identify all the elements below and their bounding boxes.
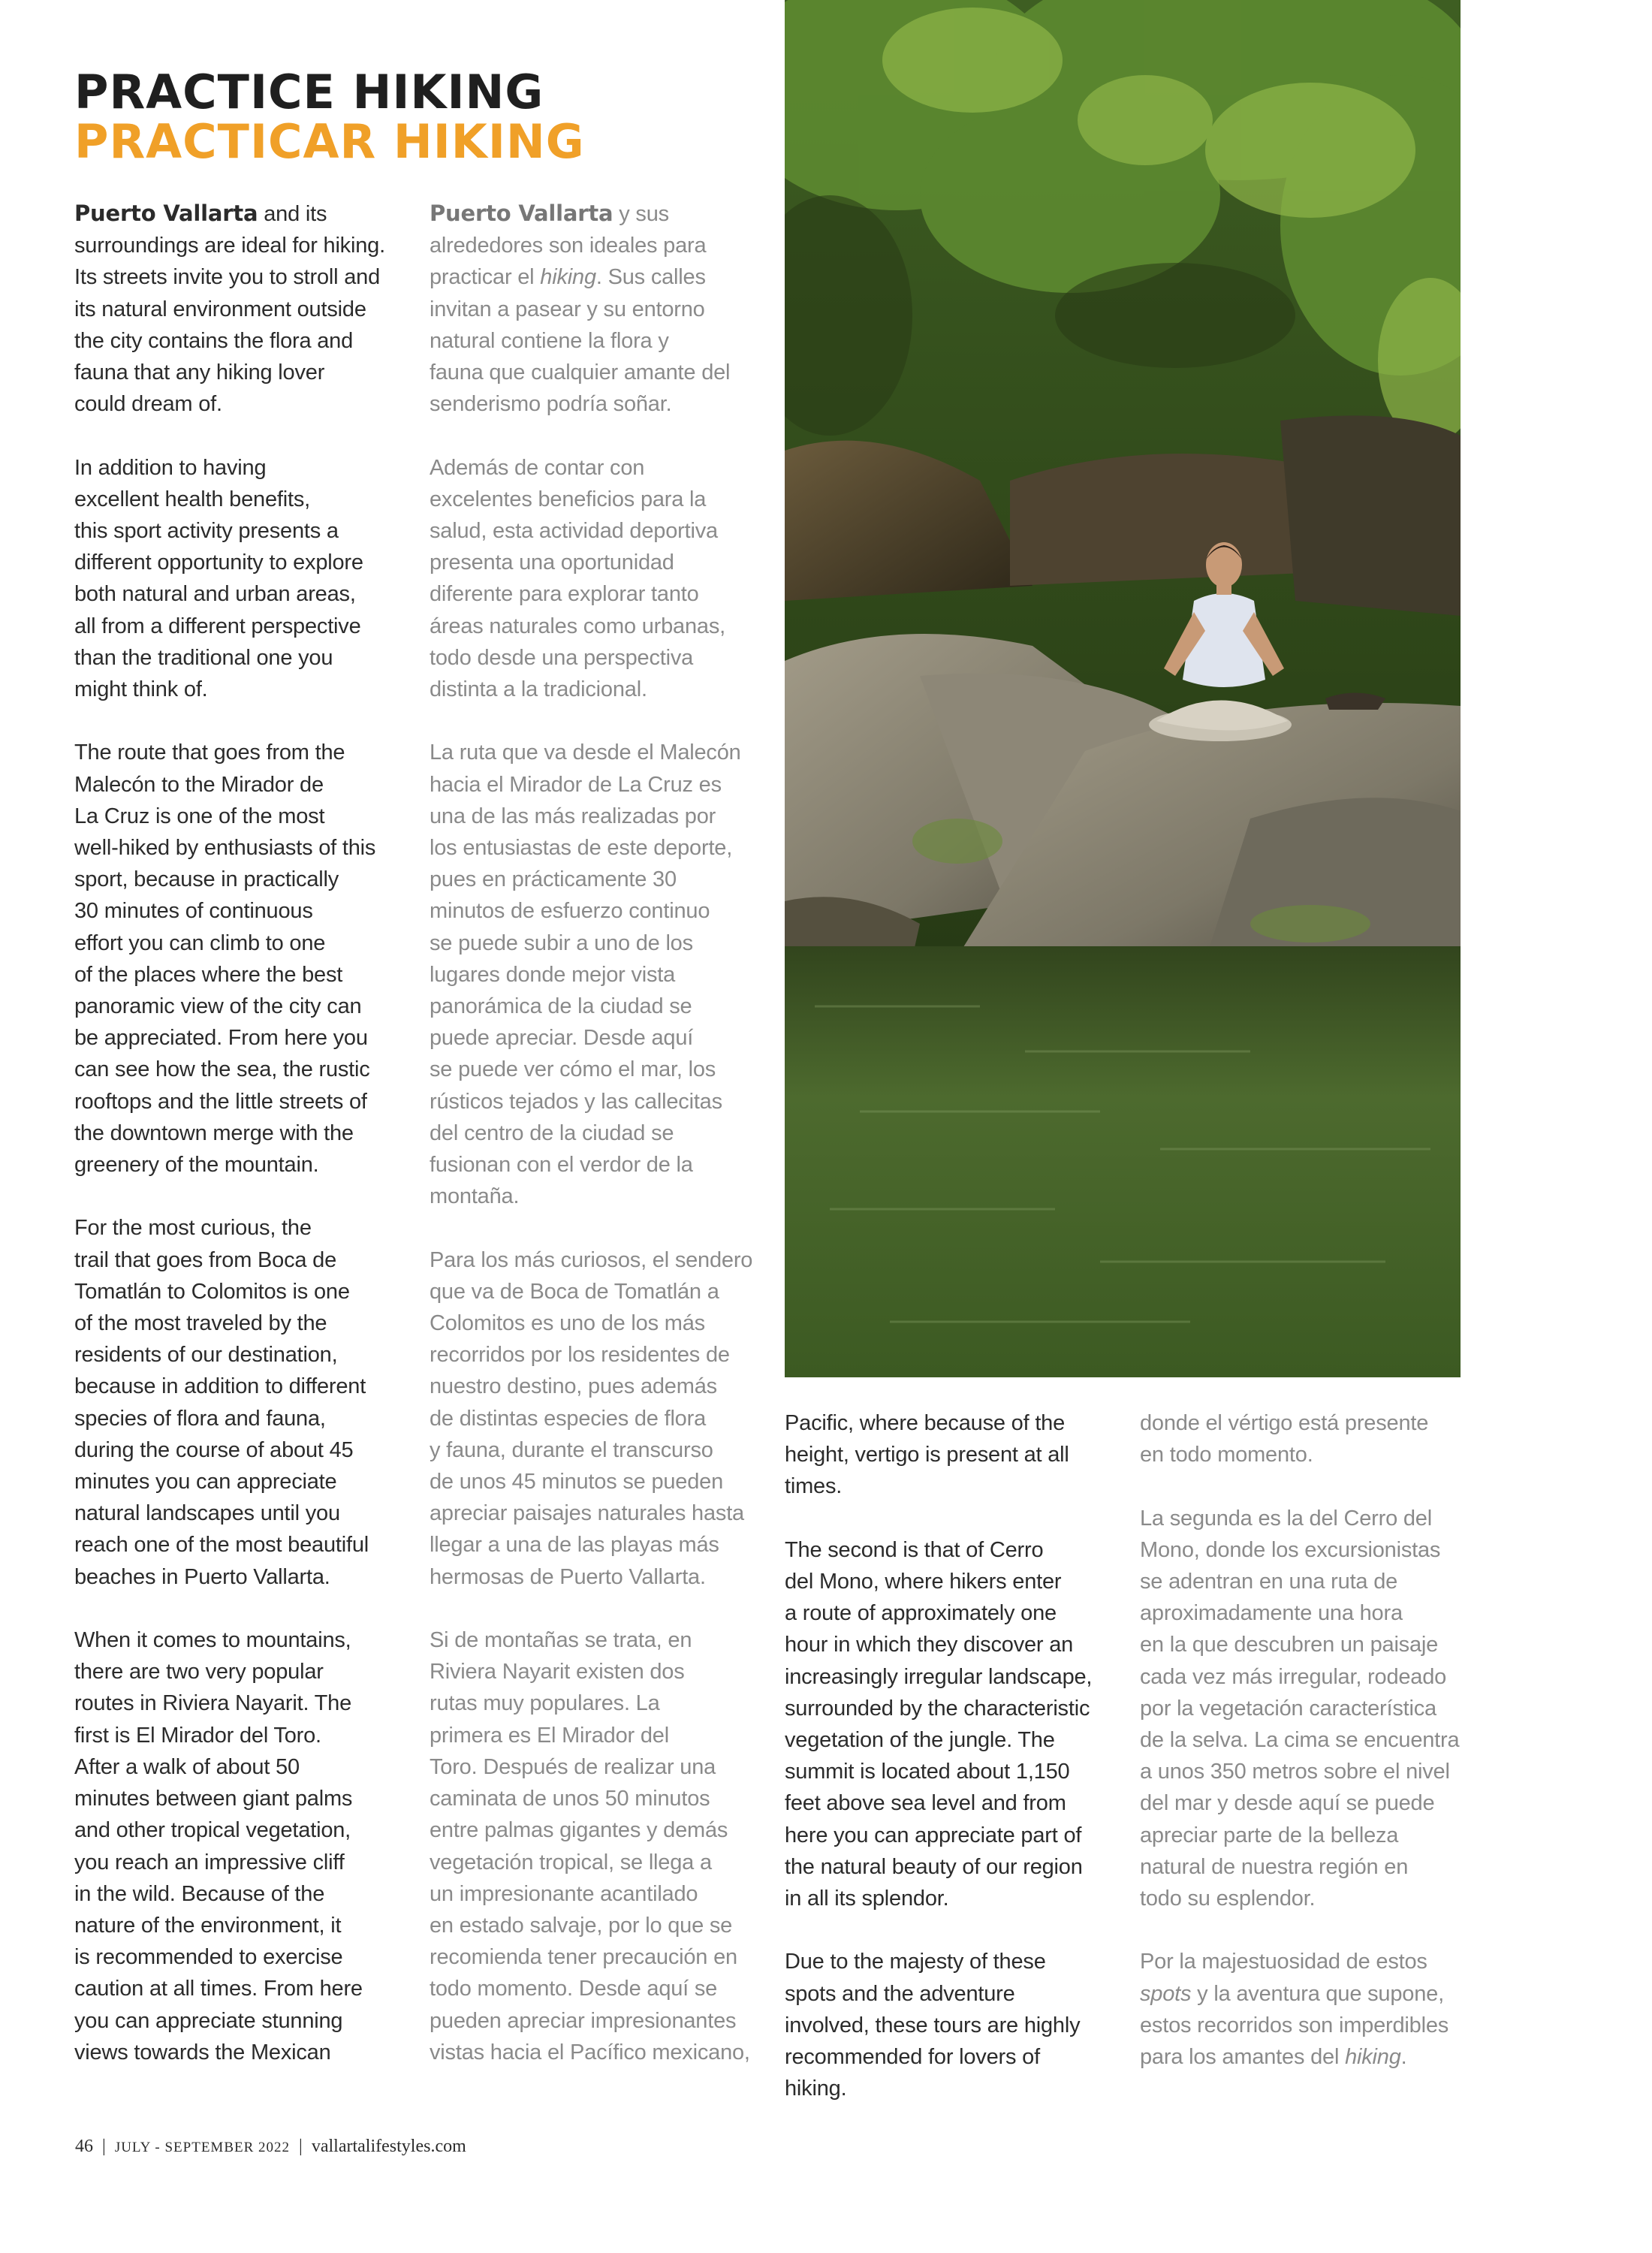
line: que va de Boca de Tomatlán a <box>430 1279 719 1304</box>
line: Pacific, where because of the <box>785 1411 1066 1435</box>
line: well-hiked by enthusiasts of this <box>74 836 376 861</box>
line: the city contains the flora and <box>74 328 354 353</box>
line: La segunda es la del Cerro del <box>1140 1506 1432 1531</box>
line: apreciar parte de la belleza <box>1140 1823 1399 1847</box>
line: se puede subir a uno de los <box>430 930 693 955</box>
line: 30 minutes of continuous <box>74 899 313 924</box>
line: Riviera Nayarit existen dos <box>430 1660 685 1684</box>
line: Puerto Vallarta y sus <box>430 201 669 226</box>
line: during the course of about 45 <box>74 1437 354 1462</box>
line: recomienda tener precaución en <box>430 1945 737 1970</box>
line: its natural environment outside <box>74 297 366 321</box>
line: La ruta que va desde el Malecón <box>430 740 741 765</box>
line: than the traditional one you <box>74 645 333 670</box>
line: When it comes to mountains, <box>74 1628 351 1653</box>
paragraph-malecon-route <box>430 737 760 1212</box>
line: For the most curious, the <box>74 1216 312 1241</box>
line: rústicos tejados y las callecitas <box>430 1089 722 1114</box>
line: una de las más realizadas por <box>430 804 716 828</box>
line: estos recorridos son imperdibles <box>1140 2013 1449 2037</box>
line: could dream of. <box>74 392 222 417</box>
line: spots y la aventura que supone, <box>1140 1981 1444 2006</box>
line: you reach an impressive cliff <box>74 1850 345 1874</box>
line: might think of. <box>74 677 208 702</box>
line: llegar a una de las playas más <box>430 1533 719 1558</box>
line: lugares donde mejor vista <box>430 962 676 987</box>
line: first is El Mirador del Toro. <box>74 1723 321 1748</box>
line: surrounded by the characteristic <box>785 1696 1090 1721</box>
line: summit is located about 1,150 <box>785 1760 1070 1784</box>
line: fauna that any hiking lover <box>74 360 325 385</box>
line: vegetación tropical, se llega a <box>430 1850 712 1874</box>
line: hiking. <box>785 2077 847 2101</box>
line: nuestro destino, pues además <box>430 1374 717 1399</box>
paragraph-mountains <box>74 1624 405 2068</box>
line: montaña. <box>430 1184 520 1209</box>
paragraph-cliff-continued <box>1140 1407 1470 1470</box>
line: there are two very popular <box>74 1660 324 1684</box>
line: The second is that of Cerro <box>785 1537 1044 1562</box>
line: excellent health benefits, <box>74 487 311 511</box>
paragraph-cerro-del-mono <box>785 1534 1115 1914</box>
paragraph-benefits <box>430 452 760 706</box>
line: The route that goes from the <box>74 740 345 765</box>
line: rooftops and the little streets of <box>74 1089 367 1114</box>
line: views towards the Mexican <box>74 2040 331 2064</box>
separator: | <box>299 2137 303 2156</box>
line: a unos 350 metros sobre el nivel <box>1140 1760 1450 1784</box>
paragraph-colomitos-trail <box>430 1244 760 1593</box>
line: del mar y desde aquí se puede <box>1140 1791 1435 1816</box>
line: un impresionante acantilado <box>430 1881 698 1906</box>
paragraph-cliff-continued <box>785 1407 1115 1503</box>
line: reach one of the most beautiful <box>74 1533 369 1558</box>
line: all from a different perspective <box>74 614 361 638</box>
line: caminata de unos 50 minutos <box>430 1787 710 1811</box>
line: para los amantes del hiking. <box>1140 2045 1407 2070</box>
paragraph-mountains <box>430 1624 760 2068</box>
paragraph-colomitos-trail <box>74 1212 405 1592</box>
line: height, vertigo is present at all <box>785 1443 1069 1467</box>
line: can see how the sea, the rustic <box>74 1057 370 1082</box>
line: caution at all times. From here <box>74 1977 363 2001</box>
website: vallartalifestyles.com <box>311 2137 466 2156</box>
line: here you can appreciate part of <box>785 1823 1082 1847</box>
line: primera es El Mirador del <box>430 1723 669 1748</box>
paragraph-conclusion <box>1140 1946 1470 2073</box>
line: of the most traveled by the <box>74 1311 327 1336</box>
line: involved, these tours are highly <box>785 2013 1081 2037</box>
bold-location: Puerto Vallarta <box>430 201 613 226</box>
line: the natural beauty of our region <box>785 1854 1083 1879</box>
line: rutas muy populares. La <box>430 1691 660 1716</box>
paragraph-malecon-route <box>74 737 405 1181</box>
line: minutos de esfuerzo continuo <box>430 899 710 924</box>
line: Por la majestuosidad de estos <box>1140 1950 1427 1974</box>
line: vistas hacia el Pacífico mexicano, <box>430 2040 750 2064</box>
line: and other tropical vegetation, <box>74 1818 351 1843</box>
line: puede apreciar. Desde aquí <box>430 1026 694 1051</box>
line: y fauna, durante el transcurso <box>430 1437 713 1462</box>
line: invitan a pasear y su entorno <box>430 297 705 321</box>
line: excelentes beneficios para la <box>430 487 707 511</box>
line: áreas naturales como urbanas, <box>430 614 725 638</box>
line: pues en prácticamente 30 <box>430 867 677 892</box>
separator: | <box>102 2137 106 2156</box>
line: in the wild. Because of the <box>74 1881 325 1906</box>
line: different opportunity to explore <box>74 550 363 575</box>
line: Its streets invite you to stroll and <box>74 265 381 290</box>
line: hour in which they discover an <box>785 1633 1074 1657</box>
issue-date: JULY - SEPTEMBER 2022 <box>114 2140 291 2155</box>
spanish-column-1 <box>430 198 760 2068</box>
line: recorridos por los residentes de <box>430 1343 730 1368</box>
line: panoramic view of the city can <box>74 994 362 1019</box>
line: practicar el hiking. Sus calles <box>430 265 706 290</box>
line: Además de contar con <box>430 455 645 480</box>
line: Toro. Después de realizar una <box>430 1754 716 1779</box>
line: donde el vértigo está presente <box>1140 1411 1429 1435</box>
line: del Mono, where hikers enter <box>785 1570 1062 1594</box>
line: routes in Riviera Nayarit. The <box>74 1691 352 1716</box>
line: de unos 45 minutos se pueden <box>430 1470 724 1494</box>
line: diferente para explorar tanto <box>430 582 699 607</box>
line: recommended for lovers of <box>785 2045 1040 2070</box>
line: this sport activity presents a <box>74 519 339 544</box>
line: apreciar paisajes naturales hasta <box>430 1501 744 1526</box>
line: is recommended to exercise <box>74 1945 343 1970</box>
line: panorámica de la ciudad se <box>430 994 692 1019</box>
line: aproximadamente una hora <box>1140 1601 1403 1626</box>
line: fauna que cualquier amante del <box>430 360 731 385</box>
line: increasingly irregular landscape, <box>785 1664 1093 1689</box>
line: a route of approximately one <box>785 1601 1057 1626</box>
spanish-column-2 <box>1140 1407 1470 2073</box>
line: you can appreciate stunning <box>74 2008 343 2033</box>
line: Si de montañas se trata, en <box>430 1628 692 1653</box>
line: todo desde una perspectiva <box>430 645 694 670</box>
line: Para los más curiosos, el sendero <box>430 1247 753 1272</box>
line: minutes between giant palms <box>74 1787 353 1811</box>
line: de la selva. La cima se encuentra <box>1140 1728 1460 1753</box>
line: of the places where the best <box>74 962 343 987</box>
line: salud, esta actividad deportiva <box>430 519 718 544</box>
line: vegetation of the jungle. The <box>785 1728 1055 1753</box>
line: greenery of the mountain. <box>74 1153 319 1178</box>
title-english: PRACTICE HIKING <box>74 65 544 119</box>
line: minutes you can appreciate <box>74 1470 337 1494</box>
line: Due to the majesty of these <box>785 1950 1046 1974</box>
line: the downtown merge with the <box>74 1120 354 1145</box>
italic-term: hiking <box>540 265 596 290</box>
line: distinta a la tradicional. <box>430 677 647 702</box>
line: se adentran en una ruta de <box>1140 1570 1398 1594</box>
line: en la que descubren un paisaje <box>1140 1633 1439 1657</box>
english-column-1 <box>74 198 405 2068</box>
title-spanish: PRACTICAR HIKING <box>74 114 585 169</box>
line: times. <box>785 1474 843 1499</box>
line: In addition to having <box>74 455 267 480</box>
line: alrededores son ideales para <box>430 234 707 258</box>
line: beaches in Puerto Vallarta. <box>74 1564 330 1589</box>
hiker-meditating-photo <box>785 0 1461 1377</box>
line: because in addition to different <box>74 1374 366 1399</box>
line: cada vez más irregular, rodeado <box>1140 1664 1447 1689</box>
line: hacia el Mirador de La Cruz es <box>430 772 722 797</box>
line: species of flora and fauna, <box>74 1406 326 1431</box>
line: todo momento. Desde aquí se <box>430 1977 718 2001</box>
line: trail that goes from Boca de <box>74 1247 337 1272</box>
line: senderismo podría soñar. <box>430 392 672 417</box>
line: de distintas especies de flora <box>430 1406 706 1431</box>
line: entre palmas gigantes y demás <box>430 1818 728 1843</box>
paragraph-benefits <box>74 452 405 706</box>
line: se puede ver cómo el mar, los <box>430 1057 716 1082</box>
line: por la vegetación característica <box>1140 1696 1436 1721</box>
line: natural contiene la flora y <box>430 328 669 353</box>
line: be appreciated. From here you <box>74 1026 368 1051</box>
paragraph-intro <box>74 198 405 420</box>
line: todo su esplendor. <box>1140 1887 1316 1911</box>
line: residents of our destination, <box>74 1343 338 1368</box>
paragraph-cerro-del-mono <box>1140 1503 1470 1915</box>
line: nature of the environment, it <box>74 1913 342 1938</box>
line: natural landscapes until you <box>74 1501 340 1526</box>
page-footer <box>75 2137 466 2157</box>
line: Colomitos es uno de los más <box>430 1311 705 1336</box>
line: sport, because in practically <box>74 867 339 892</box>
line: del centro de la ciudad se <box>430 1120 674 1145</box>
english-column-2 <box>785 1407 1115 2104</box>
bold-location: Puerto Vallarta <box>74 201 258 226</box>
line: hermosas de Puerto Vallarta. <box>430 1564 706 1589</box>
italic-term: hiking <box>1345 2045 1401 2070</box>
line: in all its splendor. <box>785 1887 949 1911</box>
line: fusionan con el verdor de la <box>430 1153 693 1178</box>
line: pueden apreciar impresionantes <box>430 2008 737 2033</box>
line: After a walk of about 50 <box>74 1754 300 1779</box>
line: en estado salvaje, por lo que se <box>430 1913 733 1938</box>
line: en todo momento. <box>1140 1443 1313 1467</box>
paragraph-intro <box>430 198 760 420</box>
paragraph-conclusion <box>785 1946 1115 2104</box>
line: presenta una oportunidad <box>430 550 674 575</box>
line: Mono, donde los excursionistas <box>1140 1537 1441 1562</box>
line: Tomatlán to Colomitos is one <box>74 1279 350 1304</box>
photo-illustration <box>785 0 1461 1377</box>
line: effort you can climb to one <box>74 930 326 955</box>
line: Malecón to the Mirador de <box>74 772 324 797</box>
line: natural de nuestra región en <box>1140 1854 1409 1879</box>
page-number: 46 <box>75 2137 93 2156</box>
line: los entusiastas de este deporte, <box>430 836 733 861</box>
line: spots and the adventure <box>785 1981 1015 2006</box>
line: Puerto Vallarta and its <box>74 201 327 226</box>
line: La Cruz is one of the most <box>74 804 325 828</box>
line: surroundings are ideal for hiking. <box>74 234 385 258</box>
line: feet above sea level and from <box>785 1791 1066 1816</box>
line: both natural and urban areas, <box>74 582 356 607</box>
italic-term: spots <box>1140 1981 1192 2006</box>
